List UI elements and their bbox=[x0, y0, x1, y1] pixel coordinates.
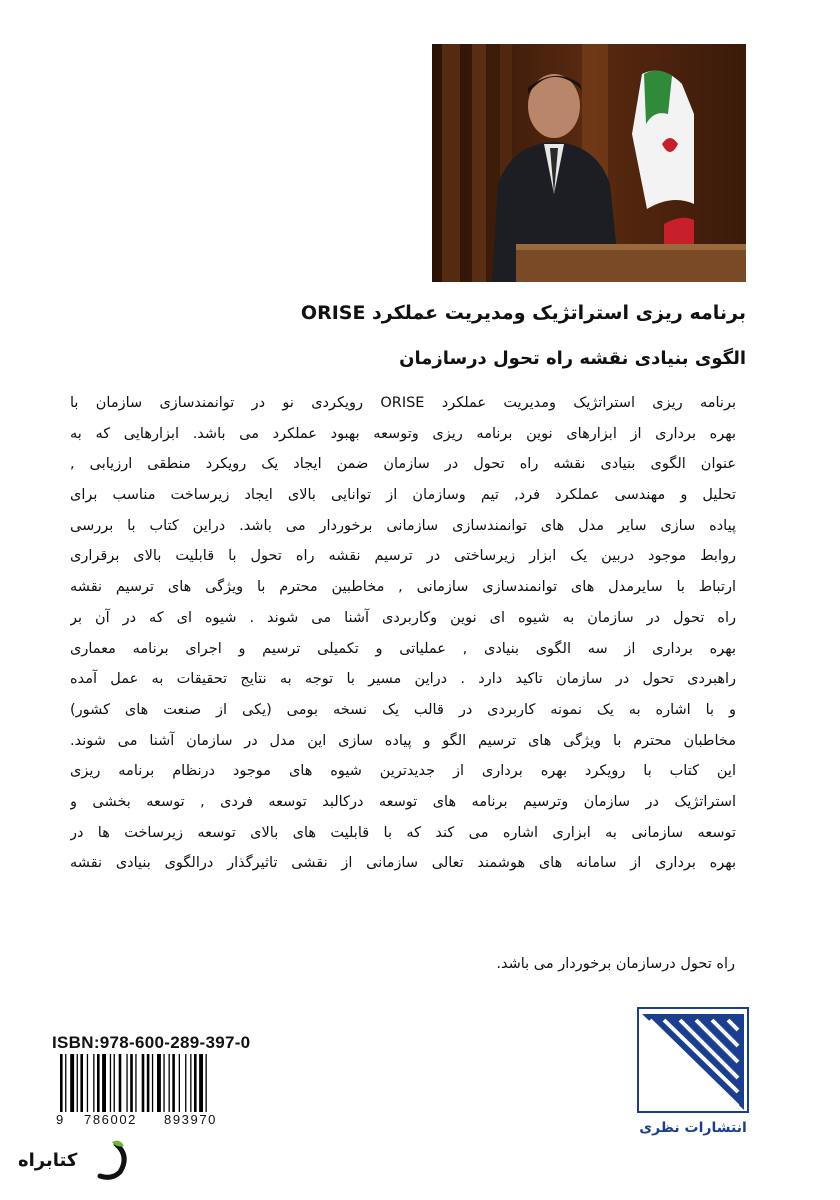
barcode-bar bbox=[163, 1054, 164, 1112]
publisher-name: انتشارات نظری bbox=[639, 1120, 747, 1136]
description-line: ارتباط با سایرمدل های توانمندسازی سازمانی , مخاطبین محترم با ویژگی های ترسیم نقشه bbox=[70, 579, 736, 596]
description-line: بهره برداری از ابزارهای نوین برنامه ریزی وتوسعه بهبود عملکرد می باشد. ابزارهایی که به bbox=[70, 425, 736, 442]
barcode-bar bbox=[152, 1054, 153, 1112]
barcode-bar bbox=[157, 1054, 161, 1112]
barcode-bar bbox=[126, 1054, 127, 1112]
description-line: این کتاب با رویکرد بهره برداری از جدیدترین شیوه های موجود درنظام برنامه ریزی bbox=[70, 763, 736, 780]
isbn-label: ISBN:978-600-289-397-0 bbox=[52, 1033, 251, 1052]
description-line: راه تحول در سازمان به شیوه ای نوین وکاربردی آشنا می شوند . شیوه ای که در آن بر bbox=[70, 609, 736, 626]
barcode-bar bbox=[97, 1054, 100, 1112]
description-line: روابط موجود دربین یک ابزار زیرساختی در ترسیم نقشه راه تحول با قابلیت بالای برقراری bbox=[70, 548, 736, 565]
barcode-digit-first: 9 bbox=[56, 1112, 64, 1127]
barcode-bar bbox=[194, 1054, 197, 1112]
description-line: عنوان الگوی بنیادی نقشه راه تحول در سازمان ضمن ایجاد یک رویکرد منطقی ارزیابی , bbox=[70, 456, 736, 473]
description-line: بهره برداری از سه الگوی بنیادی , عملیاتی و تکمیلی ترسیم و اجرای برنامه معماری bbox=[70, 640, 736, 657]
back-cover-description bbox=[70, 388, 736, 879]
barcode-bar bbox=[179, 1054, 180, 1112]
description-line: پیاده سازی سایر مدل های توانمندسازی سازمانی برخوردار می باشد. دراین کتاب با بررسی bbox=[70, 517, 736, 534]
barcode-digits bbox=[56, 1112, 240, 1130]
book-subtitle: الگوی بنیادی نقشه راه تحول درسازمان bbox=[399, 348, 746, 369]
barcode-digits-left: 786002 bbox=[84, 1112, 137, 1127]
author-photo bbox=[432, 44, 746, 282]
barcode-digits-right: 893970 bbox=[164, 1112, 217, 1127]
barcode-bar bbox=[172, 1054, 175, 1112]
description-line: استراتژیک در سازمان وترسیم برنامه های توسعه درکالبد توسعه فردی , توسعه بخشی و bbox=[70, 793, 736, 810]
description-closing-line: راه تحول درسازمان برخوردار می باشد. bbox=[496, 956, 735, 972]
barcode-bar bbox=[70, 1054, 74, 1112]
barcode-bar bbox=[199, 1054, 203, 1112]
book-title: برنامه ریزی استراتژیک ومدیریت عملکرد ORISE bbox=[300, 302, 746, 324]
description-line: توسعه سازمانی به ابزاری اشاره می کند که با قابلیت های بالای توسعه زیرساخت ها در bbox=[70, 824, 736, 841]
description-line: تحلیل و مهندسی عملکرد فرد, تیم وسازمان از توانایی بالای ایجاد زیرساخت مناسب برای bbox=[70, 487, 736, 504]
barcode-bar bbox=[77, 1054, 78, 1112]
barcode-bar bbox=[119, 1054, 122, 1112]
description-line: بهره برداری از سامانه های هوشمند تعالی سازمانی از نقشی تاثیرگذار درالگوی بنیادی نقشه bbox=[70, 855, 736, 872]
description-line: برنامه ریزی استراتژیک ومدیریت عملکرد ORISE رویکردی نو در توانمندسازی سازمان با bbox=[70, 395, 736, 411]
barcode-bar bbox=[114, 1054, 115, 1112]
barcode-bar bbox=[185, 1054, 186, 1112]
barcode-bar bbox=[110, 1054, 111, 1112]
barcode-bar bbox=[190, 1054, 191, 1112]
barcode-bar bbox=[130, 1054, 133, 1112]
description-line: و با اشاره به یک نمونه کاربردی در قالب یک نسخه بومی (یکی از صنعت های کشور) bbox=[70, 701, 736, 718]
description-line: راهبردی تحول در سازمان تاکید دارد . دراین مسیر با توجه به نتایج تحقیقات به عمل آمده bbox=[70, 671, 736, 688]
barcode-bar bbox=[147, 1054, 150, 1112]
publisher-logo bbox=[634, 1006, 752, 1118]
barcode-bar bbox=[169, 1054, 170, 1112]
barcode-bar bbox=[87, 1054, 88, 1112]
barcode-bar bbox=[80, 1054, 83, 1112]
barcode-bar bbox=[93, 1054, 94, 1112]
barcode-bar bbox=[102, 1054, 106, 1112]
ketabrah-wordmark: کتابراه bbox=[18, 1150, 78, 1171]
description-line: مخاطبان محترم با ویژگی های ترسیم الگو و پیاده سازی این مدل در سازمان آشنا می شوند. bbox=[70, 732, 736, 749]
